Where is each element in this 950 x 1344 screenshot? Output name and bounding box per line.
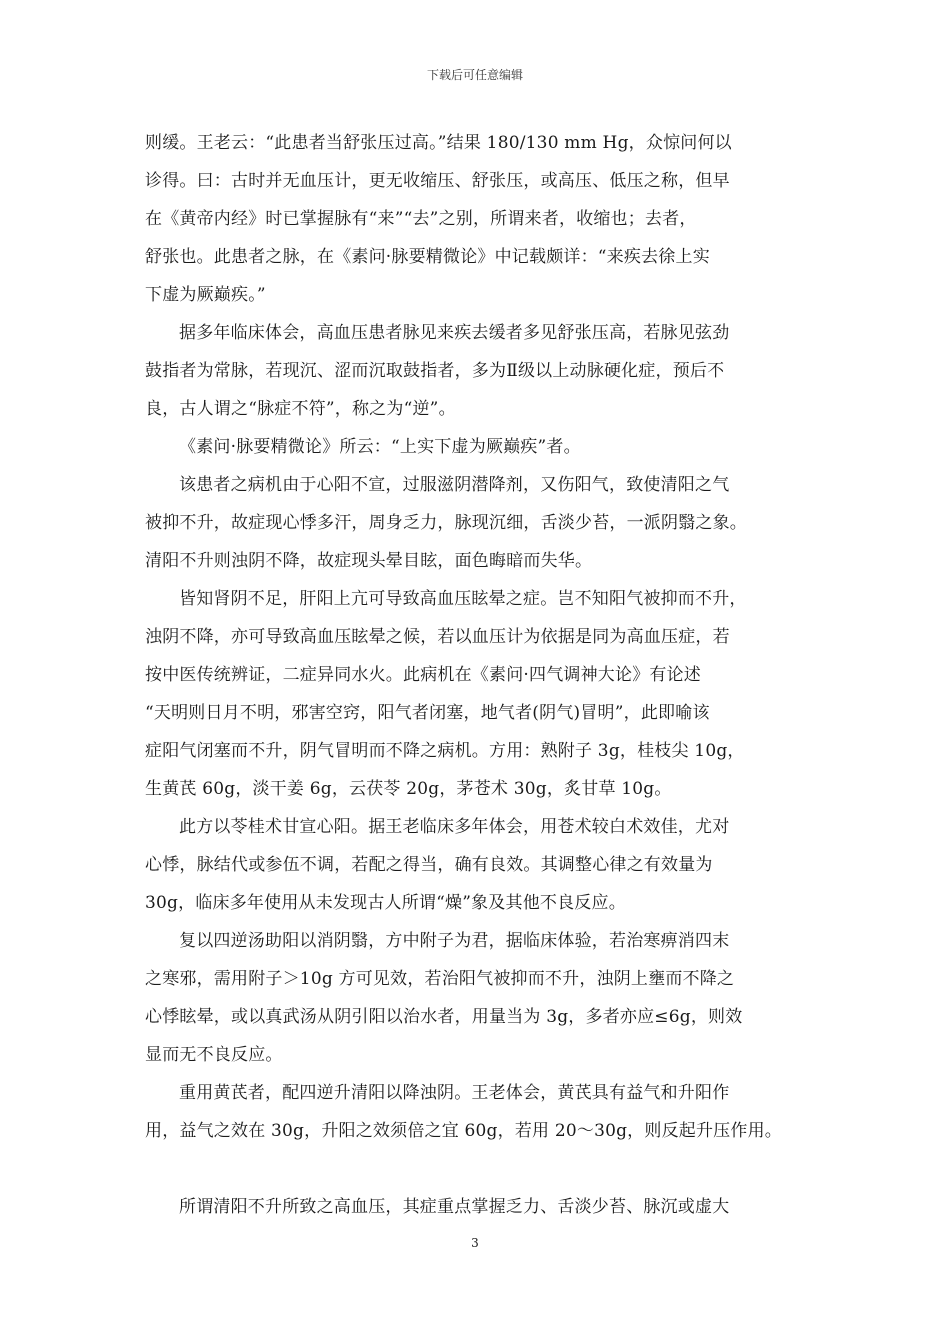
document-body [145,124,809,1226]
text-line: 清阳不升则浊阴不降，故症现头晕目眩，面色晦暗而失华。 [145,551,593,571]
text-line: 在《黄帝内经》时已掌握脉有“来”“去”之别，所谓来者，收缩也；去者， [145,209,697,229]
text-line: 据多年临床体会，高血压患者脉见来疾去缓者多见舒张压高，若脉见弦劲 [179,323,730,343]
text-line: 复以四逆汤助阳以消阴翳，方中附子为君，据临床体验，若治寒痹消四末 [179,931,730,951]
text-line: 则缓。王老云：“此患者当舒张压过高。”结果 180/130 mm Hg，众惊问何以 [145,133,732,153]
text-line: 心悸，脉结代或参伍不调，若配之得当，确有良效。其调整心律之有效量为 [145,855,713,875]
blank-line [145,1150,809,1188]
text-line: 鼓指者为常脉，若现沉、涩而沉取鼓指者，多为Ⅱ级以上动脉硬化症，预后不 [145,361,725,381]
text-line: 《素问·脉要精微论》所云：“上实下虚为厥巅疾”者。 [179,437,581,457]
text-line: 按中医传统辨证，二症异同水火。此病机在《素问·四气调神大论》有论述 [145,665,702,685]
text-line: 显而无不良反应。 [145,1045,283,1065]
text-line: 下虚为厥巅疾。” [145,285,266,305]
text-line: 症阳气闭塞而不升，阴气冒明而不降之病机。方用：熟附子 3g，桂枝尖 10g， [145,741,745,761]
text-line: “天明则日月不明，邪害空窍，阳气者闭塞，地气者(阴气)冒明”，此即喻该 [145,703,710,723]
text-line: 此方以苓桂术甘宣心阳。据王老临床多年体会，用苍术较白术效佳，尤对 [179,817,730,837]
page-header: 下载后可任意编辑 [426,68,523,82]
text-line: 生黄芪 60g，淡干姜 6g，云茯苓 20g，茅苍术 30g，炙甘草 10g。 [145,779,672,799]
text-line: 之寒邪，需用附子＞10g 方可见效，若治阳气被抑而不升，浊阴上壅而不降之 [145,969,735,989]
text-line: 该患者之病机由于心阳不宣，过服滋阴潜降剂，又伤阳气，致使清阳之气 [179,475,730,495]
text-line: 良，古人谓之“脉症不符”，称之为“逆”。 [145,399,456,419]
text-line: 重用黄芪者，配四逆升清阳以降浊阴。王老体会，黄芪具有益气和升阳作 [179,1083,730,1103]
text-line: 被抑不升，故症现心悸多汗，周身乏力，脉现沉细，舌淡少苔，一派阴翳之象。 [145,513,747,533]
text-line: 心悸眩晕，或以真武汤从阴引阳以治水者，用量当为 3g，多者亦应≤6g，则效 [145,1007,743,1027]
text-line: 舒张也。此患者之脉，在《素问·脉要精微论》中记载颇详：“来疾去徐上实 [145,247,710,267]
text-line: 所谓清阳不升所致之高血压，其症重点掌握乏力、舌淡少苔、脉沉或虚大 [179,1197,730,1217]
text-line: 浊阴不降，亦可导致高血压眩晕之候，若以血压计为依据是同为高血压症，若 [145,627,730,647]
text-line: 皆知肾阴不足，肝阳上亢可导致高血压眩晕之症。岂不知阳气被抑而不升， [179,589,747,609]
text-line: 30g，临床多年使用从未发现古人所谓“燥”象及其他不良反应。 [145,893,626,913]
text-line: 用，益气之效在 30g，升阳之效须倍之宜 60g，若用 20～30g，则反起升压作用。 [145,1121,782,1141]
page-number: 3 [471,1236,479,1250]
text-line: 诊得。曰：古时并无血压计，更无收缩压、舒张压，或高压、低压之称，但早 [145,171,730,191]
